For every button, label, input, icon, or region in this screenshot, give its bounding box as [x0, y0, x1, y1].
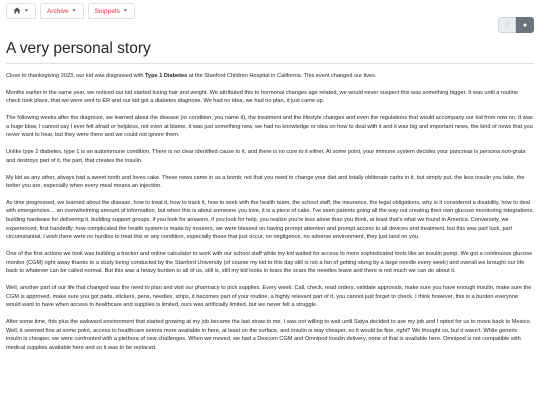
paragraph-9: After some time, this plus the awkward environment that started growing at my job became the last straw to me, I was not willing to wait until Satya decided to axe my job and I opted for us to move back to Mexico. Well, it seemed fine at some point, access to healthcare seems more available in here, at least on the surface, and insulin is way cheaper, so it would be fine, right? We thought so, but it wasn't. While generic insulin is cheaper, we were confronted with a plethora of new challenges. When we moved, we had a Dexcom CGM and Omnipod insulin delivery, none of that is available here. Omnipod is not compatible with medical supplies available here and so it was to be replaced.	[6, 318, 532, 351]
dark-mode-button[interactable]	[516, 17, 534, 33]
paragraph-3: The following weeks after the diagnose, we learned about the disease (or condition, you name it), the treatment and the lifestyle changes and even the regulations that would accompany our kid from now on. It was a huge blow, I cannot say I ever felt afraid or helpless, not even at blame, it was just something new, we had no knowledge or idea on how to deal with it and it was big and important news, the kind of news that you never want to hear, but they were there and we could not ignore them.	[6, 115, 533, 139]
paragraph-6: As time progressed, we learned about the disease, how to treat it, how to track it, how to work with the health team, the school staff, the insurance, the legal obligations, why is it considered a disability, how to deal with emergencies… an overwhelming amount of information, but when this is about someone you love, it is a piece of cake. I've seen parents going all the way out creating their own glucose monitoring integrations, building hardware for delivering it, building support groups, if you look for answers, if you look for help, you realize you're less alone than you think, at least that's what we found in America. Conversely, we experienced, first handedly, how complicated the health system is made by insurers, we were blessed on having prompt attention and prompt access to all devices and treatment, but this was part luck, part circumstantial, I wish there were no hurdles to treat this or any condition, especially those that just occur, no negligence, no adverse environment, they just land on you.	[6, 199, 534, 241]
top-nav	[0, 0, 540, 30]
chevron-down-icon: ▼	[122, 8, 128, 14]
paragraph-4: Unlike type 2 diabetes, type 1 is an autoimmune condition. There is no clear identified cause to it, and there is no cure to it either. At some point, your immune system decides your pancreas is persona non-grata and destroys part of it, the part, that creates the insulin.	[6, 149, 526, 164]
paragraph-8: Well, another part of our life that changed was the need to plan and visit our pharmacy to pick supplies. Every week: Call, check, read orders, validate approvals, make sure you have enough insulin, make sure the CGM is approved, make sure you got pads, stickers, pens, needles, strips, it becomes part of your routine, a highly relevant part of it, you cannot just forget to check. I think however, this is a burden everyone would want to have when access to healthcare and supplies is limited, ours was artificially limited, but we never felt a struggle.	[6, 285, 532, 309]
chevron-down-icon: ▼	[71, 8, 77, 14]
home-tab[interactable]	[6, 3, 36, 19]
tab-archive-label: Archive	[46, 7, 69, 15]
tab-snippets-label: Snippets	[94, 7, 120, 15]
home-icon	[13, 7, 21, 16]
paragraph-5: My kid as any other, always had a sweet tooth and loves cake. These news came in as a bomb; not that you need to change your diet and totally obliterate carbs in it, but simply put, the less insulin you take, the better you are, especially when every meal means an injection.	[6, 174, 525, 190]
dark-mode-icon: ●	[522, 21, 528, 29]
tab-snippets[interactable]	[88, 3, 135, 19]
tab-archive[interactable]	[40, 3, 84, 19]
theme-toggle	[498, 17, 534, 33]
italic-phrase: persona non-grata	[479, 149, 526, 156]
article	[6, 40, 534, 361]
light-mode-icon: ◌	[504, 21, 510, 29]
light-mode-button[interactable]	[498, 17, 516, 33]
paragraph-7: One of the first actions we took was building a tracker and online calculator to work with our school staff while my kid waited for access to more sophisticated tools like an insulin pump. We got a continuous glucose monitor (CGM) right away thanks to a study being conducted by the Stanford University (of course my kid to this day still is not a fan of getting stung by a large needle every week) and overall we brought our life back to whatever can be called normal. But this was a heavy burden to all of us, still is, still my kid looks in tears the scars the needles leave and there is not much we can do about it.	[6, 251, 533, 275]
chevron-down-icon: ▼	[24, 8, 29, 14]
title-divider	[6, 63, 534, 64]
page-title: A very personal story	[6, 40, 151, 57]
paragraph-2: Months earlier in the same year, we noticed our kid started losing hair and weight. We attributed this to hormonal changes age related, we would never suspect this was something bigger. It was until a routine check took place, that we were sent to ER and our kid got a diabetes diagnose. We had no idea, we had no plan, it just came up.	[6, 89, 519, 105]
diagnosis-emphasis: Type 1 Diabetes	[145, 73, 188, 79]
paragraph-1: Close to thanksgiving 2023, our kid was diagnosed with Type 1 Diabetes at the Stanford Children Hospital in California. This event changed our lives.	[6, 73, 377, 79]
